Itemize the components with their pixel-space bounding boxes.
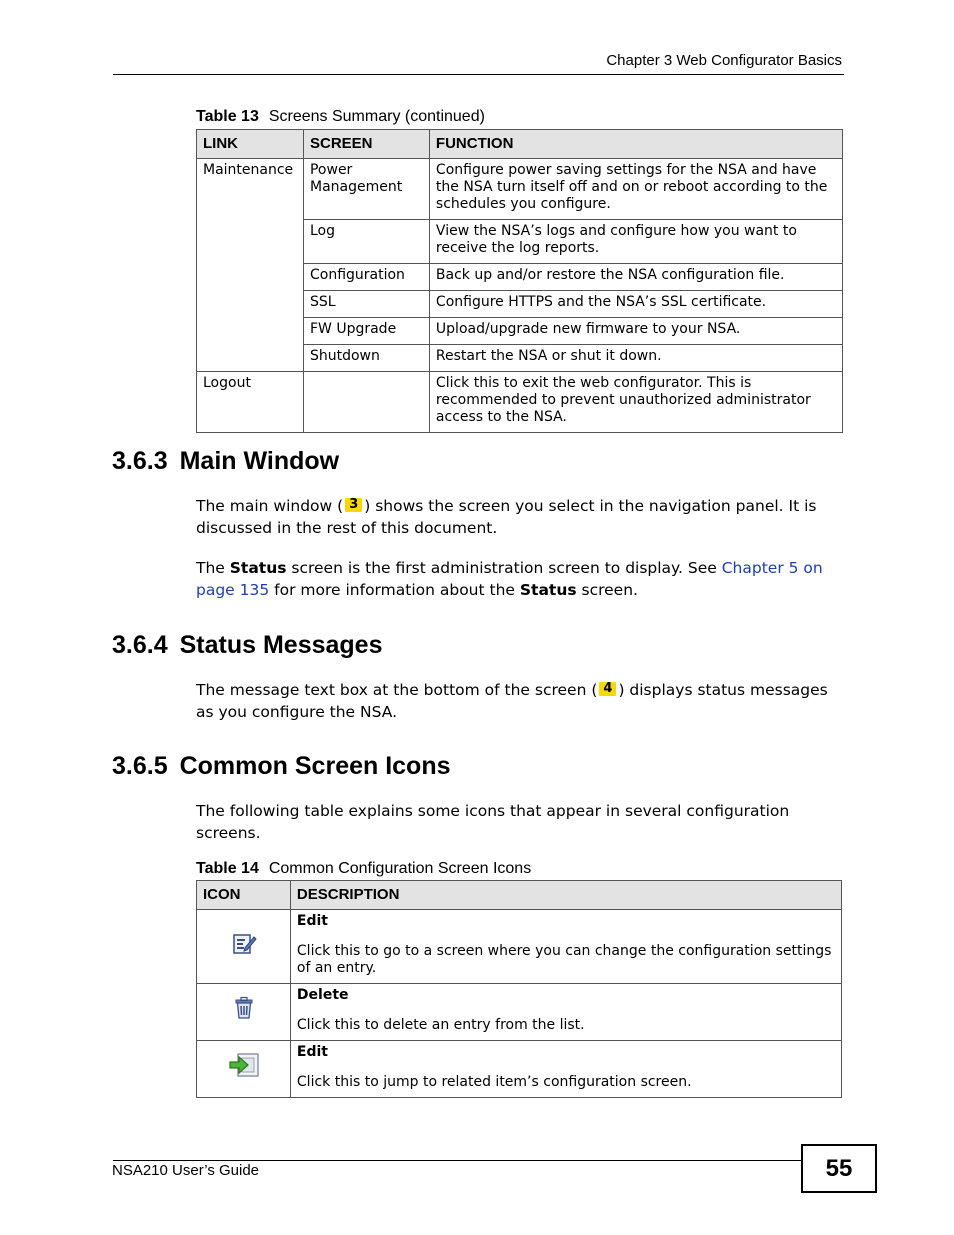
table13 bbox=[196, 129, 843, 433]
section-number: 3.6.3 bbox=[112, 447, 168, 475]
section-title: Status Messages bbox=[179, 631, 383, 659]
table-row bbox=[197, 1041, 842, 1098]
table14-label: Table 14 bbox=[196, 860, 259, 877]
chapter-link[interactable]: Chapter 5 on page 135 bbox=[196, 559, 823, 599]
icon-cell bbox=[197, 910, 291, 984]
running-header: Chapter 3 Web Configurator Basics bbox=[606, 52, 842, 69]
section-heading-common-screen-icons bbox=[112, 752, 451, 781]
screen-cell: FW Upgrade bbox=[303, 318, 429, 345]
table13-label: Table 13 bbox=[196, 108, 259, 125]
table13-title: Screens Summary (continued) bbox=[268, 108, 485, 125]
table14-caption bbox=[196, 860, 531, 878]
text-run: for more information about the bbox=[269, 581, 520, 599]
description-text: Click this to delete an entry from the list. bbox=[296, 1017, 585, 1033]
description-cell bbox=[290, 910, 841, 984]
description-cell bbox=[290, 1041, 841, 1098]
description-title: Edit bbox=[296, 1044, 328, 1060]
screen-cell: Power Management bbox=[303, 159, 429, 220]
description-title: Edit bbox=[296, 913, 328, 929]
screen-cell: Configuration bbox=[303, 264, 429, 291]
header-rule bbox=[113, 74, 844, 75]
link-cell: Maintenance bbox=[197, 159, 304, 372]
footer-rule bbox=[113, 1160, 802, 1161]
function-cell: Configure power saving settings for the NSA and have the NSA turn itself off and on or reboot according to the schedules you configure. bbox=[429, 159, 842, 220]
table-row bbox=[197, 159, 843, 220]
table-row bbox=[197, 910, 842, 984]
text-run: screen. bbox=[576, 581, 638, 599]
table14 bbox=[196, 880, 842, 1098]
screen-cell: Log bbox=[303, 220, 429, 264]
jump-icon[interactable] bbox=[228, 1052, 260, 1083]
col-header-link: LINK bbox=[197, 130, 304, 159]
icon-cell bbox=[197, 1041, 291, 1098]
text-run: The main window ( bbox=[196, 497, 344, 515]
text-run: The bbox=[196, 559, 230, 577]
text-run: ) displays status messages as you configure the NSA. bbox=[196, 681, 828, 721]
page-number: 55 bbox=[801, 1144, 877, 1193]
table-row bbox=[197, 984, 842, 1041]
function-cell: Click this to exit the web configurator. This is recommended to prevent unauthorized administrator access to the NSA. bbox=[429, 372, 842, 433]
description-text: Click this to jump to related item’s configuration screen. bbox=[296, 1074, 692, 1090]
text-run: The message text box at the bottom of the screen ( bbox=[196, 681, 598, 699]
section-title: Common Screen Icons bbox=[179, 752, 451, 780]
function-cell: Upload/upgrade new firmware to your NSA. bbox=[429, 318, 842, 345]
table13-header-row bbox=[197, 130, 843, 159]
table-row bbox=[197, 372, 843, 433]
callout-badge: 3 bbox=[345, 498, 362, 512]
text-run: screen is the first administration screen to display. See bbox=[286, 559, 722, 577]
link-cell: Logout bbox=[197, 372, 304, 433]
function-cell: Back up and/or restore the NSA configuration file. bbox=[429, 264, 842, 291]
function-cell: Restart the NSA or shut it down. bbox=[429, 345, 842, 372]
section-title: Main Window bbox=[179, 447, 340, 475]
col-header-description: DESCRIPTION bbox=[290, 881, 841, 910]
icon-cell bbox=[197, 984, 291, 1041]
bold-term: Status bbox=[229, 559, 287, 577]
delete-icon[interactable] bbox=[233, 996, 255, 1025]
table14-title: Common Configuration Screen Icons bbox=[268, 860, 532, 877]
section-heading-status-messages bbox=[112, 631, 382, 660]
edit-icon[interactable] bbox=[231, 931, 257, 960]
paragraph bbox=[196, 679, 842, 723]
screen-cell: Shutdown bbox=[303, 345, 429, 372]
footer-guide-title: NSA210 User’s Guide bbox=[112, 1162, 260, 1179]
section-heading-main-window bbox=[112, 447, 339, 476]
screen-cell bbox=[303, 372, 429, 433]
description-title: Delete bbox=[296, 987, 349, 1003]
paragraph bbox=[196, 495, 842, 539]
text-run: ) shows the screen you select in the navigation panel. It is discussed in the rest of this document. bbox=[196, 497, 817, 537]
col-header-icon: ICON bbox=[197, 881, 291, 910]
section-number: 3.6.5 bbox=[112, 752, 168, 780]
col-header-screen: SCREEN bbox=[303, 130, 429, 159]
table13-caption bbox=[196, 108, 485, 126]
function-cell: Configure HTTPS and the NSA’s SSL certificate. bbox=[429, 291, 842, 318]
col-header-function: FUNCTION bbox=[429, 130, 842, 159]
bold-term: Status bbox=[519, 581, 577, 599]
paragraph: The following table explains some icons that appear in several configuration screens. bbox=[196, 802, 790, 842]
table14-header-row bbox=[197, 881, 842, 910]
screen-cell: SSL bbox=[303, 291, 429, 318]
function-cell: View the NSA’s logs and configure how you want to receive the log reports. bbox=[429, 220, 842, 264]
section-number: 3.6.4 bbox=[112, 631, 168, 659]
paragraph bbox=[196, 557, 842, 601]
description-text: Click this to go to a screen where you can change the configuration settings of an entry. bbox=[296, 943, 832, 976]
description-cell bbox=[290, 984, 841, 1041]
callout-badge: 4 bbox=[599, 682, 616, 696]
